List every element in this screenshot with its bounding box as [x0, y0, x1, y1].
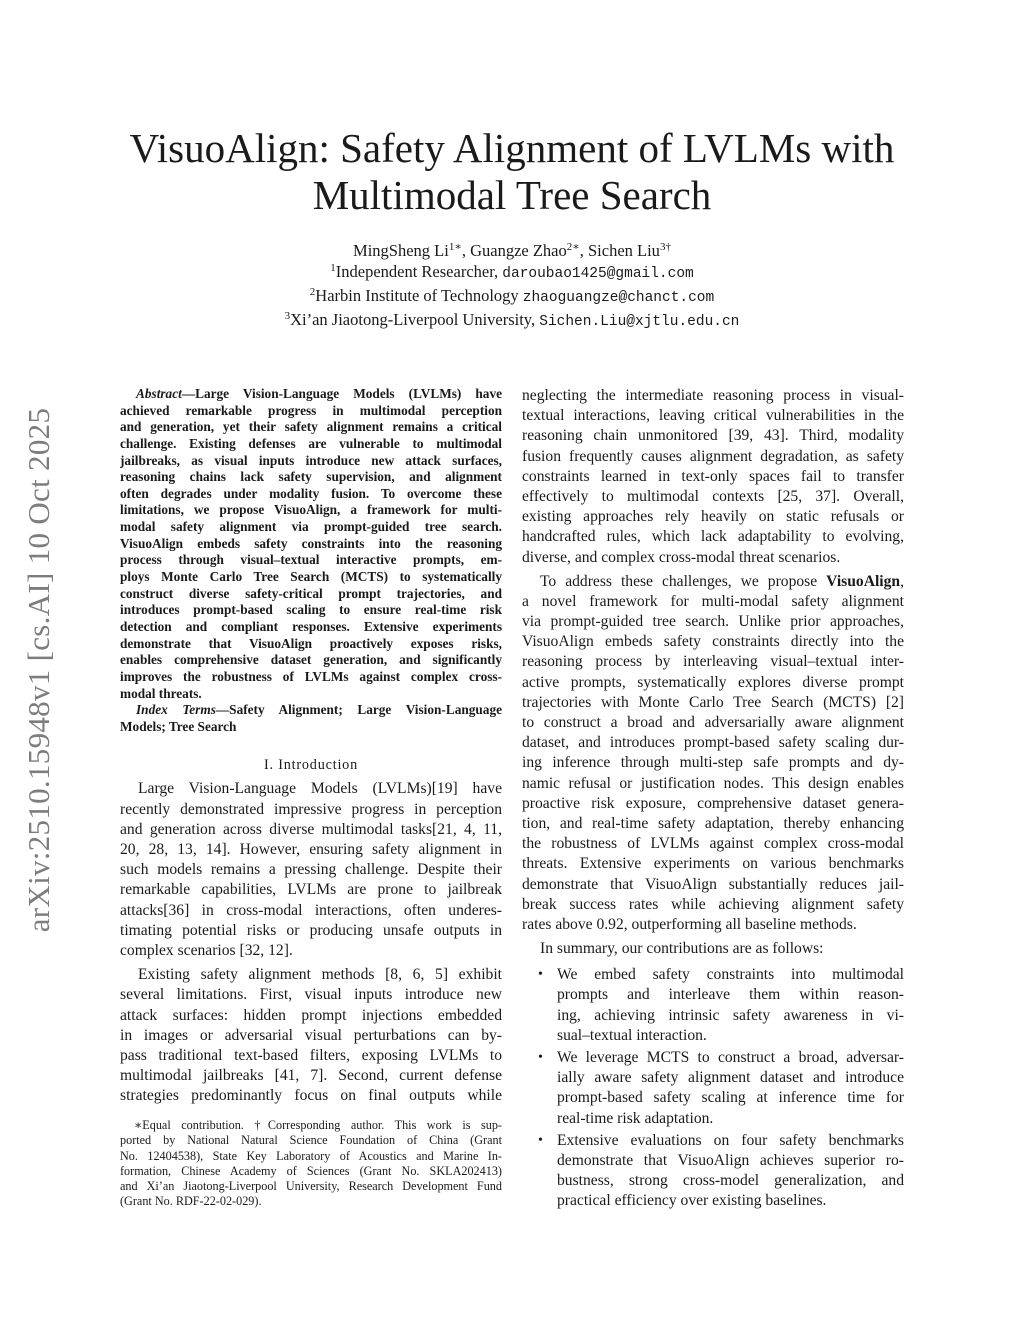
- text-line: such models remains a pressing challenge. Despite their: [120, 861, 502, 879]
- text-line: recently demonstrated impressive progress in perception: [120, 800, 502, 818]
- bullet-icon: •: [538, 967, 543, 983]
- index-terms-text: —Safety Alignment; Large Vision-Language: [215, 702, 502, 718]
- footnote-line: and Xi’an Jiaotong-Liverpool University, Research Development Fund: [120, 1179, 502, 1194]
- text-line: sual–textual interaction.: [557, 1026, 707, 1044]
- arxiv-sidebar-stamp: [14, 375, 64, 965]
- footnote-line: ported by National Natural Science Foundation of China (Grant: [120, 1133, 502, 1148]
- text-line: trajectories with Monte Carlo Tree Search (MCTS) [2]: [522, 693, 904, 711]
- abstract-line: and generation, yet their safety alignment remains a critical: [120, 419, 502, 435]
- text-line: ing, achieving intrinsic safety awareness in vi-: [557, 1006, 904, 1024]
- text-line: effectively to multimodal contexts [25, 37]. Overall,: [522, 487, 904, 505]
- text-line: textual interactions, leaving critical vulnerabilities in the: [522, 407, 904, 425]
- abstract-line: limitations, we propose VisuoAlign, a framework for multi-: [120, 502, 502, 518]
- index-terms-label: Index Terms: [136, 702, 216, 718]
- abstract-line: jailbreaks, as visual inputs introduce new attack surfaces,: [120, 452, 502, 468]
- author-3-mark: 3†: [659, 241, 671, 253]
- footnote-line: formation, Chinese Academy of Sciences (Grant No. SKLA202413): [120, 1163, 502, 1178]
- text-line: fusion frequently causes alignment degradation, as safety: [522, 447, 904, 465]
- intro-paragraph-3: [522, 386, 904, 568]
- text-line: attack surfaces: hidden prompt injections embedded: [120, 1006, 502, 1024]
- intro-paragraph-1: [120, 779, 502, 961]
- text-line: practical efficiency over existing baselines.: [557, 1192, 827, 1210]
- text-line: complex scenarios [32, 12].: [120, 941, 293, 959]
- affiliation-1-name: Independent Researcher,: [335, 262, 503, 281]
- author-names: [0, 240, 1024, 261]
- left-column: [120, 386, 502, 1106]
- intro-paragraph-4: [522, 572, 904, 935]
- abstract-line: reasoning chains lack safety supervision, and alignment: [120, 469, 502, 485]
- affiliation-1: [0, 261, 1024, 285]
- bullet-icon: •: [538, 1132, 543, 1148]
- text-line: threats. Extensive experiments on various benchmarks: [522, 855, 904, 873]
- text-line: neglecting the intermediate reasoning process in visual-: [522, 387, 904, 404]
- text-line: bustness, strong cross-model generalization, and: [557, 1172, 904, 1190]
- abstract-line: improves the robustness of LVLMs against complex cross-: [120, 668, 502, 684]
- text-line: a novel framework for multi-modal safety alignment: [522, 592, 904, 610]
- text-line: in images or adversarial visual perturbations can by-: [120, 1026, 502, 1044]
- text-line: ially aware safety alignment dataset and introduce: [557, 1069, 904, 1087]
- text-line: Large Vision-Language Models (LVLMs)[19] have: [138, 780, 502, 798]
- text-line: multimodal jailbreaks [41, 7]. Second, current defense: [120, 1067, 502, 1085]
- text-line: active prompts, systematically explores diverse prompt: [522, 673, 904, 691]
- email-3-link[interactable]: Sichen.Liu@xjtlu.edu.cn: [539, 314, 740, 330]
- title-line-2: Multimodal Tree Search: [312, 172, 712, 218]
- email-2-link[interactable]: zhaoguangze@chanct.com: [522, 290, 715, 306]
- text-line: remarkable capabilities, LVLMs are prone to jailbreak: [120, 881, 502, 899]
- intro-paragraph-2: [120, 965, 502, 1106]
- affiliation-3-mark: 3: [284, 310, 291, 322]
- footnote: [120, 1118, 502, 1210]
- affiliation-2: [0, 285, 1024, 309]
- abstract-line: [120, 386, 502, 403]
- text-line: diverse, and complex cross-modal threat scenarios.: [522, 548, 841, 566]
- contribution-bullet-2: [522, 1048, 904, 1129]
- text-line: We embed safety constraints into multimodal: [557, 966, 904, 984]
- text-line: Extensive evaluations on four safety benchmarks: [557, 1131, 904, 1149]
- text-line: timating potential risks or producing unsafe outputs in: [120, 921, 502, 939]
- title-line-1: VisuoAlign: Safety Alignment of LVLMs with: [129, 125, 895, 171]
- text-line: VisuoAlign embeds safety constraints directly into the: [522, 633, 904, 651]
- text-line: the robustness of LVLMs against complex cross-modal: [522, 835, 904, 853]
- abstract-line: enables comprehensive dataset generation, and significantly: [120, 652, 502, 668]
- author-3: , Sichen Liu: [579, 241, 660, 260]
- abstract-line: construct diverse safety-critical prompt trajectories, and: [120, 585, 502, 601]
- text-line: prompt-based safety scaling at inference time for: [557, 1089, 904, 1107]
- contribution-bullet-1: [522, 965, 904, 1046]
- abstract-line: process through visual–textual interactive prompts, em-: [120, 552, 502, 568]
- abstract-line: demonstrate that VisuoAlign proactively exposes risks,: [120, 635, 502, 651]
- affiliation-2-name: Harbin Institute of Technology: [315, 286, 523, 305]
- paper-title: [0, 125, 1024, 219]
- text-line: several limitations. First, visual inputs introduce new: [120, 986, 502, 1004]
- index-terms-line: Models; Tree Search: [120, 718, 237, 734]
- affiliation-2-mark: 2: [309, 286, 316, 298]
- right-column: [522, 386, 904, 1212]
- text-line: strategies predominantly focus on final outputs while: [120, 1087, 502, 1105]
- affiliation-1-mark: 1: [330, 262, 336, 274]
- author-2: , Guangze Zhao: [461, 241, 567, 260]
- text-line: rates above 0.92, outperforming all baseline methods.: [522, 915, 857, 933]
- abstract-line: detection and compliant responses. Extensive experiments: [120, 618, 502, 634]
- text-line: and generation across diverse multimodal tasks[21, 4, 11,: [120, 820, 502, 838]
- affiliation-3-name: Xi’an Jiaotong-Liverpool University,: [290, 310, 540, 329]
- text-line: ing inference through multi-step safe prompts and dy-: [522, 754, 904, 772]
- abstract-line: challenge. Existing defenses are vulnerable to multimodal: [120, 435, 502, 451]
- text-line: reasoning process by interleaving visual–textual inter-: [522, 653, 904, 671]
- abstract-line: often degrades under modality fusion. To overcome these: [120, 485, 502, 501]
- text-line: handcrafted rules, which lack adaptability to evolving,: [522, 528, 904, 546]
- text-line: to construct a broad and adversarially aware alignment: [522, 714, 904, 731]
- abstract-text: —Large Vision-Language Models (LVLMs) have: [181, 386, 502, 401]
- abstract-line: modal threats.: [120, 685, 202, 701]
- text-span: ,: [900, 572, 904, 590]
- text-line: proactive risk exposure, comprehensive dataset genera-: [522, 794, 904, 812]
- text-line: 20, 28, 13, 14]. However, ensuring safety alignment in: [120, 841, 502, 859]
- author-1-mark: 1∗: [448, 241, 462, 253]
- author-2-mark: 2∗: [566, 241, 580, 253]
- text-line: demonstrate that VisuoAlign achieves superior ro-: [557, 1151, 904, 1169]
- text-span: To address these challenges, we propose: [540, 572, 827, 590]
- text-line: constraints learned in text-only spaces fail to transfer: [522, 467, 904, 485]
- abstract-label: Abstract: [136, 386, 182, 401]
- text-line: via prompt-guided tree search. Unlike prior approaches,: [522, 613, 904, 631]
- text-line: dataset, and introduces prompt-based safety scaling dur-: [522, 734, 904, 752]
- text-line: [522, 572, 904, 592]
- text-line: break success rates while achieving alignment safety: [522, 895, 904, 913]
- text-line: tion, and real-time safety adaptation, thereby enhancing: [522, 814, 904, 832]
- index-terms: [120, 702, 502, 719]
- author-1: MingSheng Li: [353, 241, 449, 260]
- text-line: namic refusal or justification nodes. This design enables: [522, 774, 904, 792]
- section-heading-introduction: I. Introduction: [264, 757, 358, 774]
- text-line: Existing safety alignment methods [8, 6, 5] exhibit: [138, 966, 502, 984]
- contribution-bullet-3: [522, 1131, 904, 1212]
- text-line: We leverage MCTS to construct a broad, adversar-: [557, 1049, 904, 1066]
- contributions-intro: In summary, our contributions are as follows:: [540, 940, 824, 958]
- footnote-line: (Grant No. RDF-22-02-029).: [120, 1194, 262, 1209]
- abstract-line: achieved remarkable progress in multimodal perception: [120, 402, 502, 418]
- footnote-line: No. 12404538), State Key Laboratory of Acoustics and Marine In-: [120, 1148, 502, 1163]
- footnote-line: ∗Equal contribution. †Corresponding author. This work is sup-: [134, 1118, 502, 1132]
- abstract: [120, 386, 502, 735]
- text-line: reasoning chain unmonitored [39, 43]. Third, modality: [522, 427, 904, 445]
- text-line: pass traditional text-based filters, exposing LVLMs to: [120, 1046, 502, 1064]
- email-1-link[interactable]: daroubao1425@gmail.com: [502, 266, 694, 282]
- method-name: VisuoAlign: [826, 572, 901, 590]
- abstract-line: modal safety alignment via prompt-guided tree search.: [120, 519, 502, 535]
- author-block: [0, 240, 1024, 333]
- text-line: real-time risk adaptation.: [557, 1109, 714, 1127]
- bullet-icon: •: [538, 1050, 543, 1065]
- affiliation-3: [0, 309, 1024, 333]
- abstract-line: introduces prompt-based scaling to ensure real-time risk: [120, 602, 502, 618]
- text-line: demonstrate that VisuoAlign substantially reduces jail-: [522, 875, 904, 893]
- text-line: attacks[36] in cross-modal interactions, often underes-: [120, 901, 502, 919]
- abstract-line: VisuoAlign embeds safety constraints into the reasoning: [120, 535, 502, 551]
- arxiv-identifier: arXiv:2510.15948v1 [cs.AI] 10 Oct 2025: [21, 407, 56, 933]
- text-line: existing approaches rely heavily on static refusals or: [522, 508, 904, 526]
- abstract-line: ploys Monte Carlo Tree Search (MCTS) to systematically: [120, 569, 502, 585]
- text-line: prompts and interleave them within reason-: [557, 986, 904, 1004]
